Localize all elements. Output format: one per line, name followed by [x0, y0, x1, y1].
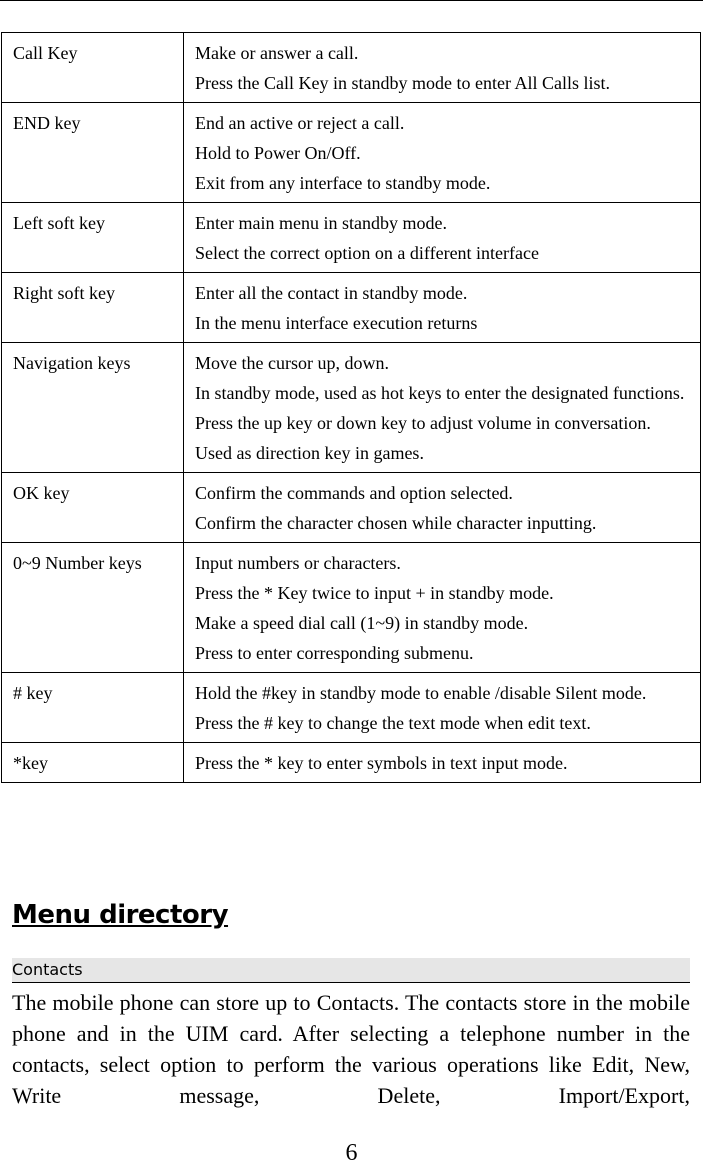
description-line: Make or answer a call. [195, 43, 359, 63]
description-line: Press the Call Key in standby mode to enter All Calls list. [195, 73, 610, 93]
contacts-paragraph: The mobile phone can store up to Contacts. The contacts store in the mobile phone and in the UIM card. After selecting a telephone number in the contacts, select option to perform the various operations like Edit, New, Write message, Delete, Import/Export, [12, 990, 690, 1108]
description-line: End an active or reject a call. [195, 113, 405, 133]
description-line: Press the * key to enter symbols in text input mode. [195, 753, 568, 773]
key-row [2, 343, 701, 473]
key-description [184, 743, 701, 783]
description-line: Used as direction key in games. [195, 443, 424, 463]
key-name: END key [2, 103, 184, 203]
key-row [2, 743, 701, 783]
description-line: Press the * Key twice to input + in standby mode. [195, 583, 554, 603]
key-function-table [1, 32, 701, 783]
subsection-title: Contacts [12, 958, 690, 983]
page-number: 6 [345, 1140, 358, 1166]
section-title: Menu directory [12, 900, 229, 930]
key-name: 0~9 Number keys [2, 543, 184, 673]
description-line: Confirm the commands and option selected. [195, 483, 513, 503]
key-row [2, 543, 701, 673]
key-name: *key [2, 743, 184, 783]
key-description [184, 343, 701, 473]
description-line: In the menu interface execution returns [195, 313, 478, 333]
key-description [184, 273, 701, 343]
key-description [184, 103, 701, 203]
description-line: Press to enter corresponding submenu. [195, 643, 474, 663]
description-line: Enter all the contact in standby mode. [195, 283, 468, 303]
key-row [2, 673, 701, 743]
key-table-body [2, 33, 701, 783]
description-line: Press the # key to change the text mode when edit text. [195, 713, 591, 733]
key-description [184, 473, 701, 543]
description-line: Hold the #key in standby mode to enable /disable Silent mode. [195, 683, 647, 703]
description-line: Select the correct option on a different interface [195, 243, 540, 263]
description-line: Hold to Power On/Off. [195, 143, 361, 163]
description-line: In standby mode, used as hot keys to enter the designated functions. [195, 383, 685, 403]
top-rule [0, 0, 703, 1]
key-description [184, 673, 701, 743]
key-description [184, 203, 701, 273]
description-line: Enter main menu in standby mode. [195, 213, 447, 233]
key-name: Call Key [2, 33, 184, 103]
key-name: # key [2, 673, 184, 743]
key-row [2, 203, 701, 273]
key-name: OK key [2, 473, 184, 543]
key-row [2, 473, 701, 543]
key-description [184, 543, 701, 673]
description-line: Confirm the character chosen while character inputting. [195, 513, 597, 533]
key-row [2, 103, 701, 203]
key-description [184, 33, 701, 103]
description-line: Press the up key or down key to adjust volume in conversation. [195, 413, 651, 433]
description-line: Move the cursor up, down. [195, 353, 389, 373]
description-line: Exit from any interface to standby mode. [195, 173, 491, 193]
description-line: Make a speed dial call (1~9) in standby mode. [195, 613, 529, 633]
key-name: Left soft key [2, 203, 184, 273]
key-row [2, 33, 701, 103]
key-name: Right soft key [2, 273, 184, 343]
description-line: Input numbers or characters. [195, 553, 401, 573]
key-row [2, 273, 701, 343]
key-name: Navigation keys [2, 343, 184, 473]
